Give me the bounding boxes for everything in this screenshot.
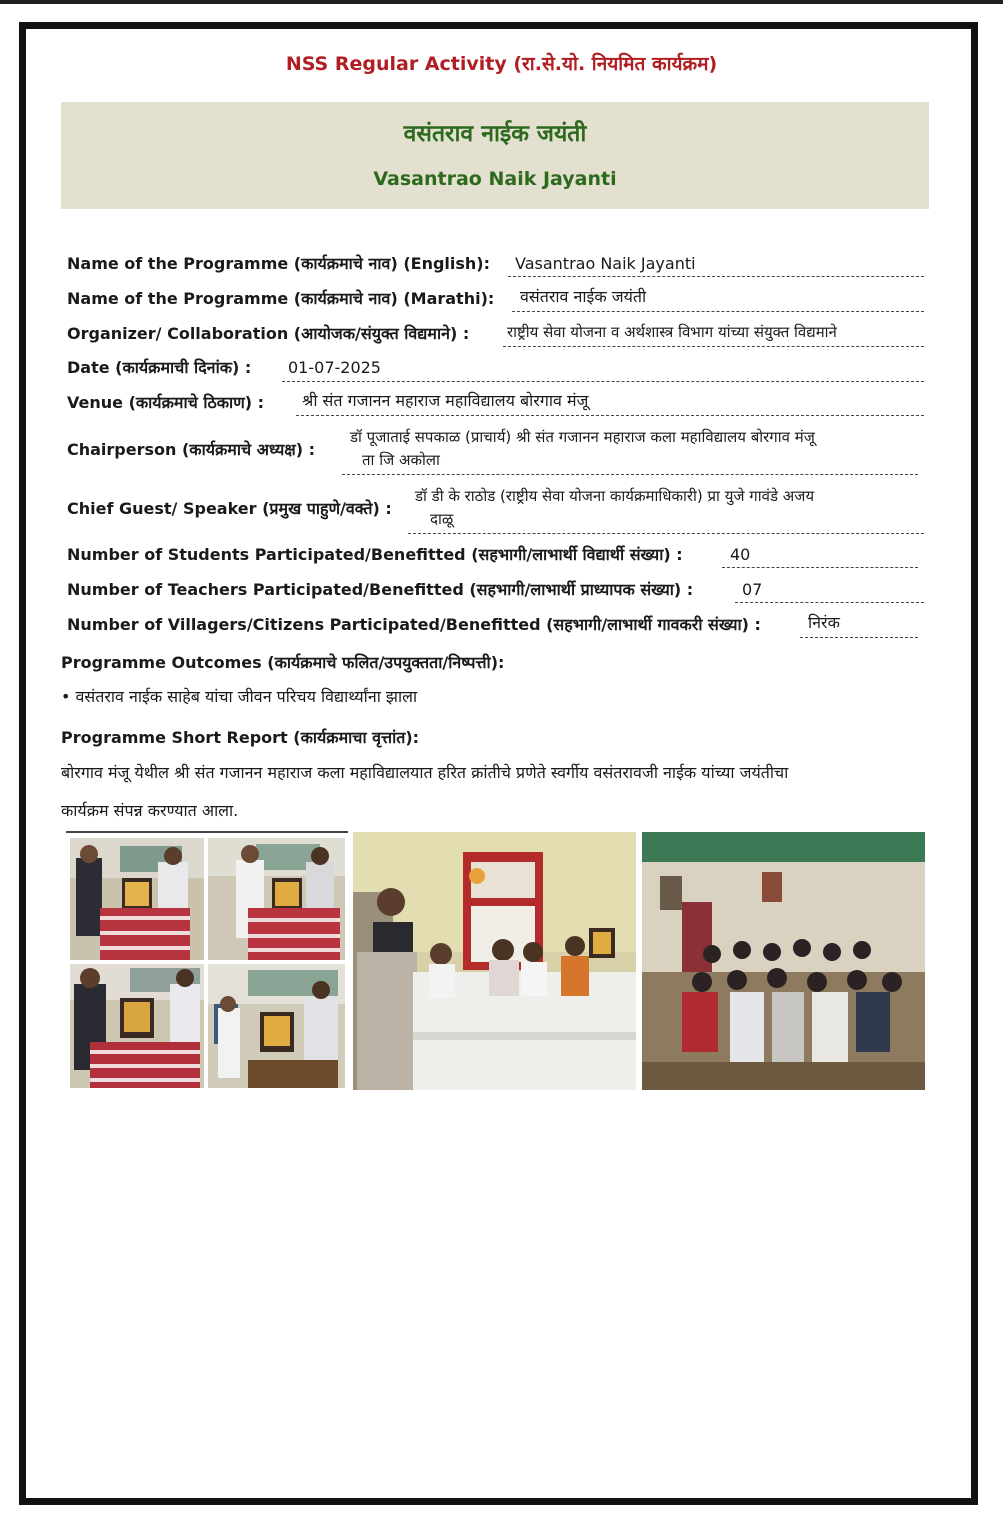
dashed-line [408, 533, 924, 534]
field-label: Chairperson (कार्यक्रमाचे अध्यक्ष) : [67, 440, 316, 459]
bullet-icon: • [61, 687, 76, 706]
field-villagers [67, 615, 761, 635]
field-label: Chief Guest/ Speaker (प्रमुख पाहुणे/वक्ते) : [67, 499, 392, 518]
event-photo-audience [642, 832, 925, 1090]
field-name-marathi [67, 289, 494, 309]
report-heading: Programme Short Report (कार्यक्रमाचा वृत्तांत): [61, 728, 420, 747]
dashed-line [800, 637, 918, 638]
field-value-name-marathi: वसंतराव नाईक जयंती [520, 287, 647, 306]
field-value-students: 40 [730, 545, 751, 564]
report-line: कार्यक्रम संपन्न करण्यात आला. [61, 801, 239, 820]
field-value-organizer: राष्ट्रीय सेवा योजना व अर्थशास्त्र विभाग यांच्या संयुक्त विद्यमाने [507, 323, 837, 341]
field-value-venue: श्री संत गजानन महाराज महाविद्यालय बोरगाव मंजू [302, 391, 589, 410]
field-label: Name of the Programme (कार्यक्रमाचे नाव) (Marathi): [67, 289, 495, 308]
report-text [61, 754, 931, 830]
report-line: बोरगाव मंजू येथील श्री संत गजानन महाराज कला महाविद्यालयात हरित क्रांतीचे प्रणेते स्वर्गीय वसंतरावजी नाईक यांच्या जयंतीचा [61, 763, 789, 782]
outcome-text: वसंतराव नाईक साहेब यांचा जीवन परिचय विद्यार्थ्यांना झाला [75, 687, 418, 706]
field-teachers [67, 580, 693, 600]
field-students [67, 545, 683, 565]
dashed-line [508, 276, 924, 277]
field-label: Date (कार्यक्रमाची दिनांक) : [67, 358, 252, 377]
event-photo-garlanding-4 [208, 964, 345, 1088]
dashed-line [342, 474, 918, 475]
field-value-name-english: Vasantrao Naik Jayanti [515, 254, 696, 273]
field-label: Number of Teachers Participated/Benefitted (सहभागी/लाभार्थी प्राध्यापक संख्या) : [67, 580, 694, 599]
event-photo-stage [353, 832, 636, 1090]
field-label: Name of the Programme (कार्यक्रमाचे नाव) (English): [67, 254, 491, 273]
field-organizer [67, 324, 469, 344]
field-value-teachers: 07 [742, 580, 763, 599]
field-date [67, 358, 251, 378]
event-photo-garlanding-3 [70, 964, 204, 1088]
dashed-line [296, 415, 924, 416]
field-chairperson [67, 440, 315, 460]
field-value-chairperson-line2: ता जि अकोला [362, 451, 440, 469]
field-label: Venue (कार्यक्रमाचे ठिकाण) : [67, 393, 265, 412]
banner-title-english: Vasantrao Naik Jayanti [373, 168, 617, 190]
field-value-date: 01-07-2025 [288, 358, 381, 377]
field-label: Number of Villagers/Citizens Participated/Benefitted (सहभागी/लाभार्थी गावकरी संख्या) : [67, 615, 761, 634]
dashed-line [735, 602, 924, 603]
dashed-line [503, 346, 924, 347]
event-photo-garlanding-1 [70, 838, 204, 960]
field-value-guest-line1: डॉ डी के राठोड (राष्ट्रीय सेवा योजना कार्यक्रमाधिकारी) प्रा युजे गावंडे अजय [415, 487, 815, 505]
field-label: Organizer/ Collaboration (आयोजक/संयुक्त विद्यमाने) : [67, 324, 470, 343]
banner-title-marathi: वसंतराव नाईक जयंती [403, 121, 587, 147]
field-name-english [67, 254, 490, 274]
title-banner [61, 102, 929, 209]
event-photo-garlanding-2 [208, 838, 345, 960]
field-value-villagers: निरंक [808, 613, 840, 632]
dashed-line [722, 567, 918, 568]
field-value-guest-line2: दाळू [430, 510, 454, 528]
dashed-line [512, 311, 924, 312]
outcomes-heading: Programme Outcomes (कार्यक्रमाचे फलित/उपयुक्तता/निष्पत्ती): [61, 653, 505, 672]
field-label: Number of Students Participated/Benefitted (सहभागी/लाभार्थी विद्यार्थी संख्या) : [67, 545, 683, 564]
page-header-title: NSS Regular Activity (रा.से.यो. नियमित कार्यक्रम) [285, 53, 718, 75]
outcome-item [61, 685, 417, 707]
field-chief-guest [67, 499, 392, 519]
field-venue [67, 393, 264, 413]
top-edge [0, 0, 1003, 4]
dashed-line [282, 381, 924, 382]
field-value-chairperson-line1: डॉ पूजाताई सपकाळ (प्राचार्य) श्री संत गजानन महाराज कला महाविद्यालय बोरगाव मंजू [350, 428, 815, 446]
